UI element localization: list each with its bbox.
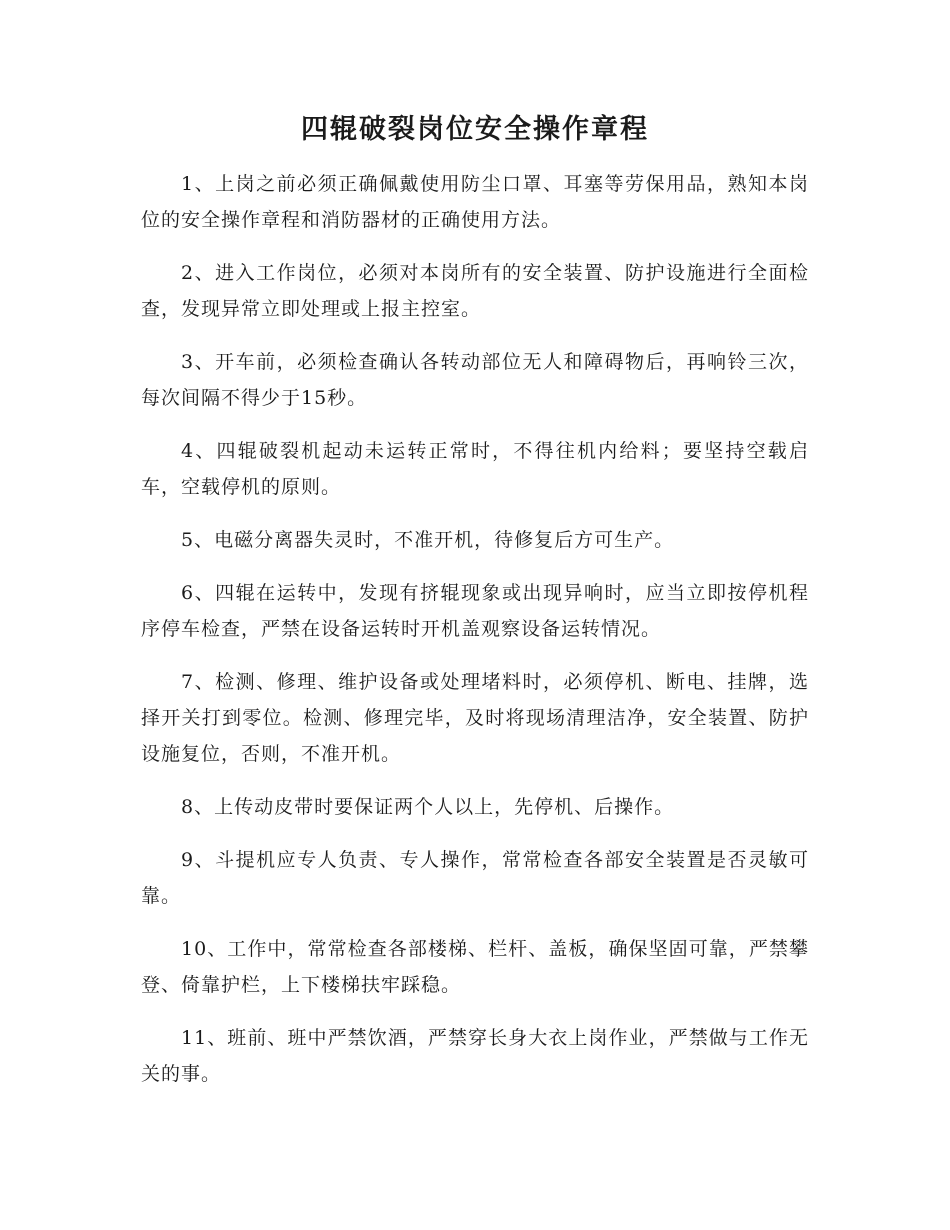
paragraph-2: 2、进入工作岗位，必须对本岗所有的安全装置、防护设施进行全面检查，发现异常立即处理或上报主控室。 bbox=[141, 262, 809, 320]
paragraph-5: 5、电磁分离器失灵时，不准开机，待修复后方可生产。 bbox=[181, 529, 675, 551]
paragraph-10: 10、工作中，常常检查各部楼梯、栏杆、盖板，确保坚固可靠，严禁攀登、倚靠护栏，上下楼梯扶牢踩稳。 bbox=[141, 938, 809, 996]
paragraph-8: 8、上传动皮带时要保证两个人以上，先停机、后操作。 bbox=[181, 796, 675, 818]
document-body bbox=[141, 166, 809, 1109]
paragraph-9: 9、斗提机应专人负责、专人操作，常常检查各部安全装置是否灵敏可靠。 bbox=[141, 849, 809, 907]
paragraph-6: 6、四辊在运转中，发现有挤辊现象或出现异响时，应当立即按停机程序停车检查，严禁在设备运转时开机盖观察设备运转情况。 bbox=[141, 582, 809, 640]
paragraph-3: 3、开车前，必须检查确认各转动部位无人和障碍物后，再响铃三次，每次间隔不得少于15秒。 bbox=[141, 351, 809, 409]
paragraph-4: 4、四辊破裂机起动未运转正常时，不得往机内给料；要坚持空载启车，空载停机的原则。 bbox=[141, 440, 809, 498]
document-title: 四辊破裂岗位安全操作章程 bbox=[301, 114, 649, 145]
paragraph-11: 11、班前、班中严禁饮酒，严禁穿长身大衣上岗作业，严禁做与工作无关的事。 bbox=[141, 1027, 809, 1085]
paragraph-1: 1、上岗之前必须正确佩戴使用防尘口罩、耳塞等劳保用品，熟知本岗位的安全操作章程和消防器材的正确使用方法。 bbox=[141, 173, 809, 231]
paragraph-7: 7、检测、修理、维护设备或处理堵料时，必须停机、断电、挂牌，选择开关打到零位。检测、修理完毕，及时将现场清理洁净，安全装置、防护设施复位，否则，不准开机。 bbox=[141, 671, 809, 765]
